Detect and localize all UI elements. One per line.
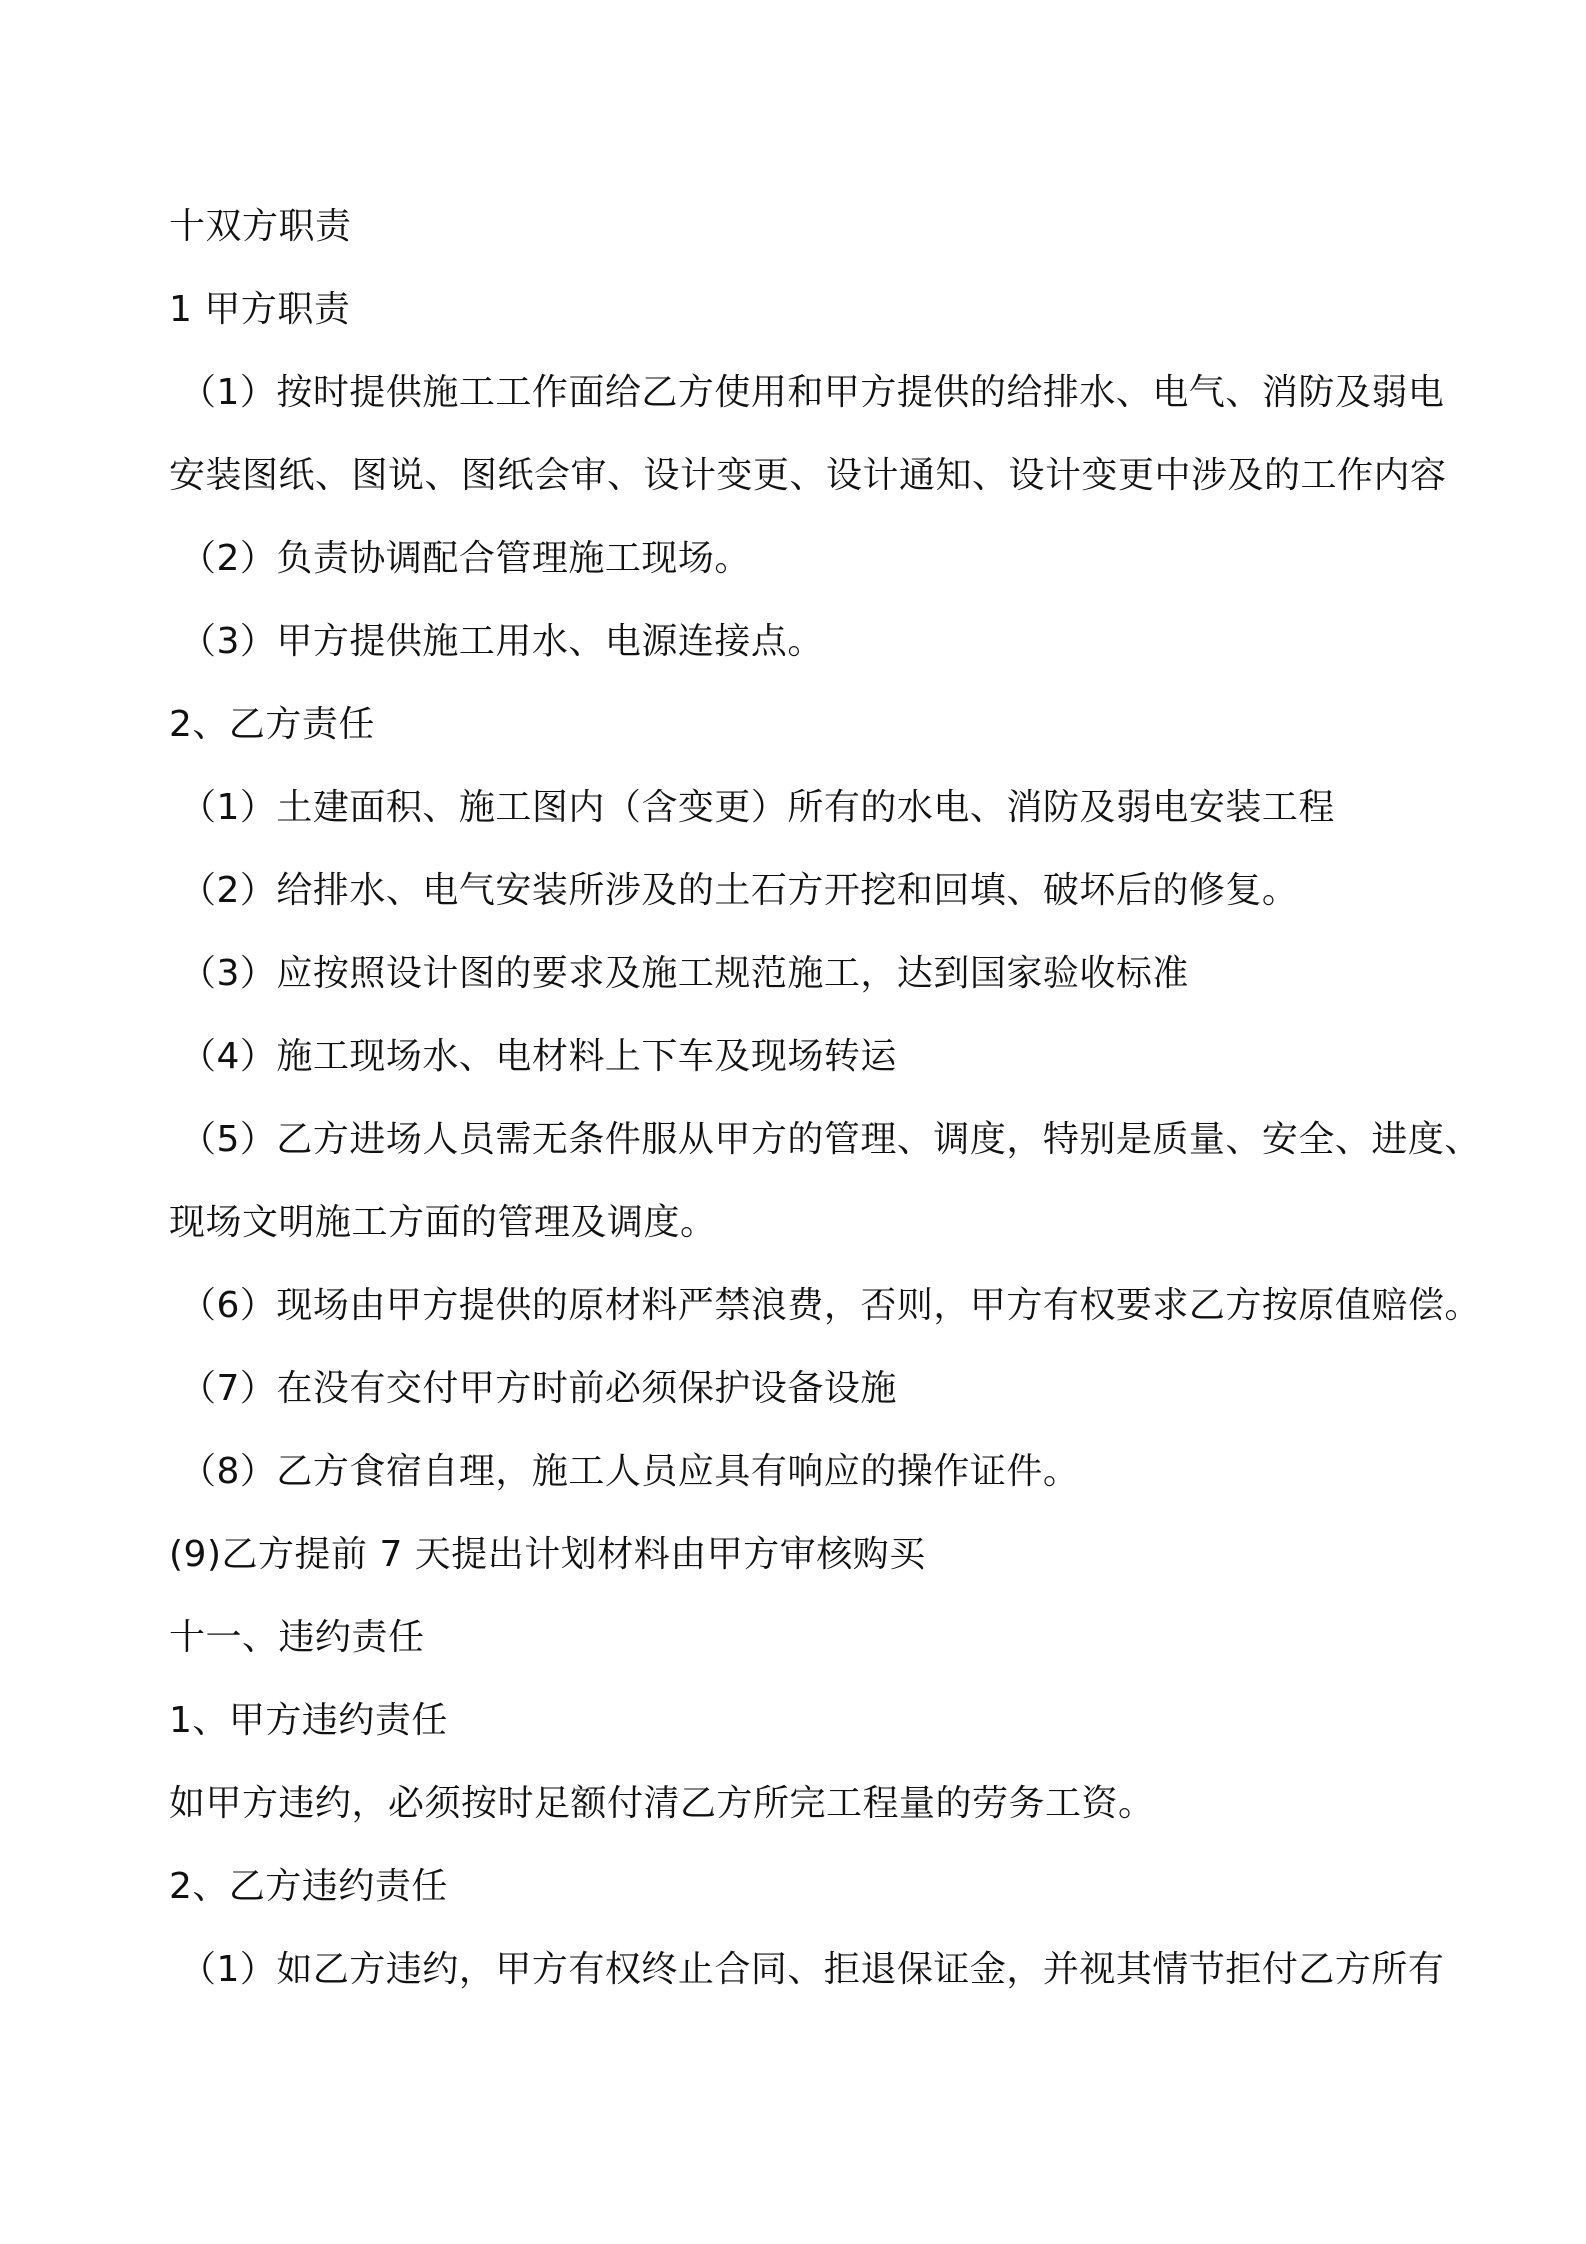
party-b-item-4: （4）施工现场水、电材料上下车及现场转运 bbox=[180, 1036, 897, 1077]
party-a-breach-text: 如甲方违约，必须按时足额付清乙方所完工程量的劳务工资。 bbox=[169, 1783, 1155, 1824]
subheading-party-a-breach: 1、甲方违约责任 bbox=[169, 1700, 448, 1741]
party-b-item-5-continued: 现场文明施工方面的管理及调度。 bbox=[169, 1202, 717, 1243]
subheading-party-b-duties: 2、乙方责任 bbox=[169, 704, 375, 745]
subheading-party-a-duties: 1 甲方职责 bbox=[169, 289, 351, 330]
section-heading-breach-liability: 十一、违约责任 bbox=[169, 1617, 425, 1658]
party-b-item-7: （7）在没有交付甲方时前必须保护设备设施 bbox=[180, 1368, 897, 1409]
party-b-item-5: （5）乙方进场人员需无条件服从甲方的管理、调度，特别是质量、安全、进度、 bbox=[180, 1119, 1481, 1160]
party-a-item-2: （2）负责协调配合管理施工现场。 bbox=[180, 538, 751, 579]
party-a-item-1-continued: 安装图纸、图说、图纸会审、设计变更、设计通知、设计变更中涉及的工作内容 bbox=[169, 455, 1447, 496]
section-heading-responsibilities: 十双方职责 bbox=[169, 206, 352, 247]
party-b-breach-item-1: （1）如乙方违约，甲方有权终止合同、拒退保证金，并视其情节拒付乙方所有 bbox=[180, 1949, 1445, 1990]
party-a-item-3: （3）甲方提供施工用水、电源连接点。 bbox=[180, 621, 824, 662]
party-b-item-9: (9)乙方提前 7 天提出计划材料由甲方审核购买 bbox=[169, 1534, 926, 1575]
party-a-item-1: （1）按时提供施工工作面给乙方使用和甲方提供的给排水、电气、消防及弱电 bbox=[180, 372, 1445, 413]
party-b-item-6: （6）现场由甲方提供的原材料严禁浪费，否则，甲方有权要求乙方按原值赔偿。 bbox=[180, 1285, 1481, 1326]
party-b-item-3: （3）应按照设计图的要求及施工规范施工，达到国家验收标准 bbox=[180, 953, 1189, 994]
party-b-item-8: （8）乙方食宿自理，施工人员应具有响应的操作证件。 bbox=[180, 1451, 1080, 1492]
party-b-item-1: （1）土建面积、施工图内（含变更）所有的水电、消防及弱电安装工程 bbox=[180, 787, 1335, 828]
party-b-item-2: （2）给排水、电气安装所涉及的土石方开挖和回填、破坏后的修复。 bbox=[180, 870, 1299, 911]
subheading-party-b-breach: 2、乙方违约责任 bbox=[169, 1866, 448, 1907]
